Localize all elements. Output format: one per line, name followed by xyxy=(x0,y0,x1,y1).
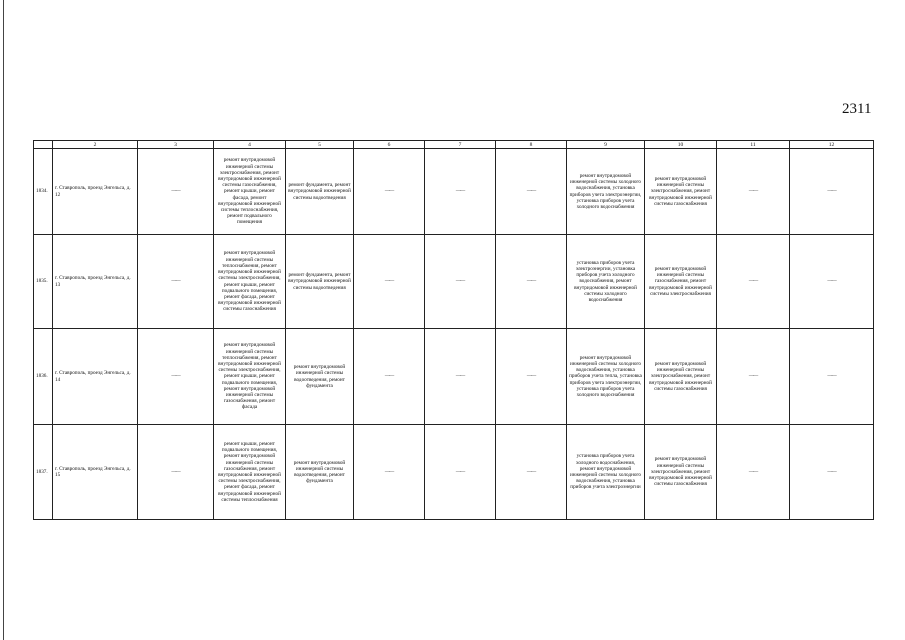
works-cell: ремонт внутридомовой инженерной системы электроснабжения, ремонт внутридомовой инженерной системы газоснабжения xyxy=(645,149,717,235)
dash-cell: —— xyxy=(425,425,496,520)
column-header: 12 xyxy=(790,141,874,149)
table-row xyxy=(34,235,874,329)
dash-cell: —— xyxy=(717,425,790,520)
dash-cell: —— xyxy=(790,149,874,235)
dash-cell: —— xyxy=(138,329,214,425)
dash-cell: —— xyxy=(425,329,496,425)
column-header: 7 xyxy=(425,141,496,149)
dash-cell: —— xyxy=(138,149,214,235)
dash-cell: —— xyxy=(496,329,567,425)
row-number: 1837. xyxy=(34,425,53,520)
column-header: 2 xyxy=(53,141,138,149)
works-cell: ремонт внутридомовой инженерной системы газоснабжения, ремонт внутридомовой инженерной системы электроснабжения xyxy=(645,235,717,329)
works-cell: установка приборов учета холодного водоснабжения, ремонт внутридомовой инженерной системы холодного водоснабжения, установка приборов учета электроэнергии xyxy=(567,425,645,520)
column-header xyxy=(34,141,53,149)
works-cell: ремонт внутридомовой инженерной системы холодного водоснабжения, установка приборов учета электроэнергии, установка приборов учета холодного водоснабжения xyxy=(567,149,645,235)
dash-cell: —— xyxy=(138,425,214,520)
column-header: 6 xyxy=(354,141,425,149)
address-cell: г. Ставрополь, проезд Энгельса, д. 14 xyxy=(53,329,138,425)
address-cell: г. Ставрополь, проезд Энгельса, д. 13 xyxy=(53,235,138,329)
column-header: 9 xyxy=(567,141,645,149)
column-header: 3 xyxy=(138,141,214,149)
table-row xyxy=(34,329,874,425)
works-cell: ремонт внутридомовой инженерной системы холодного водоснабжения, установка приборов учета тепла, установка приборов учета электроэнергии, установка приборов учета холодного водоснабжения xyxy=(567,329,645,425)
page-number: 2311 xyxy=(842,101,872,117)
works-cell: ремонт внутридомовой инженерной системы электроснабжения, ремонт внутридомовой инженерной системы газоснабжения, ремонт крыши, ремонт фасада, ремонт внутридомовой инженерной системы теплоснабжения, ремонт подвального помещения xyxy=(214,149,286,235)
left-margin-rule xyxy=(3,0,4,640)
column-number-row xyxy=(34,141,874,149)
works-cell: ремонт внутридомовой инженерной системы водоотведения, ремонт фундамента xyxy=(286,329,354,425)
column-header: 11 xyxy=(717,141,790,149)
dash-cell: —— xyxy=(496,235,567,329)
dash-cell: —— xyxy=(354,329,425,425)
dash-cell: —— xyxy=(790,235,874,329)
works-cell: ремонт внутридомовой инженерной системы теплоснабжения, ремонт внутридомовой инженерной системы электроснабжения, ремонт крыши, ремонт подвального помещения, ремонт внутридомовой инженерной системы газоснабжения, ремонт фасада xyxy=(214,329,286,425)
dash-cell: —— xyxy=(354,149,425,235)
address-cell: г. Ставрополь, проезд Энгельса, д. 15 xyxy=(53,425,138,520)
dash-cell: —— xyxy=(790,425,874,520)
works-cell: ремонт внутридомовой инженерной системы электроснабжения, ремонт внутридомовой инженерной системы газоснабжения xyxy=(645,425,717,520)
column-header: 5 xyxy=(286,141,354,149)
dash-cell: —— xyxy=(425,235,496,329)
column-header: 4 xyxy=(214,141,286,149)
table-row xyxy=(34,149,874,235)
dash-cell: —— xyxy=(425,149,496,235)
works-cell: установка приборов учета электроэнергии, установка приборов учета холодного водоснабжения, ремонт внутридомовой инженерной системы холодного водоснабжения xyxy=(567,235,645,329)
repair-schedule-table xyxy=(33,140,874,520)
dash-cell: —— xyxy=(717,329,790,425)
dash-cell: —— xyxy=(790,329,874,425)
dash-cell: —— xyxy=(496,425,567,520)
dash-cell: —— xyxy=(138,235,214,329)
works-cell: ремонт фундамента, ремонт внутридомовой инженерной системы водоотведения xyxy=(286,149,354,235)
column-header: 10 xyxy=(645,141,717,149)
dash-cell: —— xyxy=(354,235,425,329)
dash-cell: —— xyxy=(496,149,567,235)
works-cell: ремонт внутридомовой инженерной системы водоотведения, ремонт фундамента xyxy=(286,425,354,520)
table-row xyxy=(34,425,874,520)
dash-cell: —— xyxy=(354,425,425,520)
works-cell: ремонт фундамента, ремонт внутридомовой инженерной системы водоотведения xyxy=(286,235,354,329)
row-number: 1835. xyxy=(34,235,53,329)
row-number: 1836. xyxy=(34,329,53,425)
dash-cell: —— xyxy=(717,235,790,329)
works-cell: ремонт внутридомовой инженерной системы электроснабжения, ремонт внутридомовой инженерной системы газоснабжения xyxy=(645,329,717,425)
address-cell: г. Ставрополь, проезд Энгельса, д. 12 xyxy=(53,149,138,235)
works-cell: ремонт крыши, ремонт подвального помещения, ремонт внутридомовой инженерной системы газоснабжения, ремонт внутридомовой инженерной системы электроснабжения, ремонт фасада, ремонт внутридомовой инженерной системы теплоснабжения xyxy=(214,425,286,520)
dash-cell: —— xyxy=(717,149,790,235)
works-cell: ремонт внутридомовой инженерной системы теплоснабжения, ремонт внутридомовой инженерной системы электроснабжения, ремонт крыши, ремонт подвального помещения, ремонт фасада, ремонт внутридомовой инженерной системы газоснабжения xyxy=(214,235,286,329)
row-number: 1834. xyxy=(34,149,53,235)
column-header: 8 xyxy=(496,141,567,149)
